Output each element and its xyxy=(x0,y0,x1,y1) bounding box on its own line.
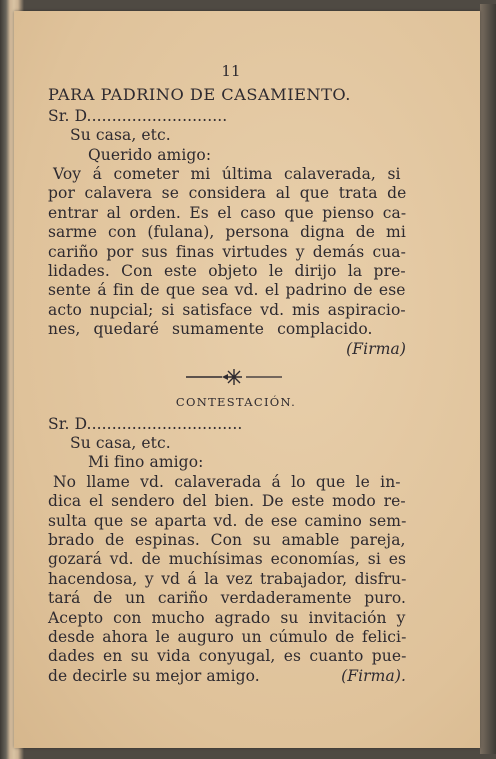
reply-line: Acepto con mucho agrado su invitación y xyxy=(48,608,406,627)
ornament-divider xyxy=(62,367,406,387)
letter-line: acto nupcial; si satisface vd. mis aspiracio- xyxy=(48,300,406,319)
reply-line: sulta que se aparta vd. de ese camino sem- xyxy=(48,511,407,530)
reply-line: desde ahora le auguro un cúmulo de felici- xyxy=(48,627,407,646)
reply-heading: CONTESTACIÓN. xyxy=(175,395,297,410)
letter-line: nes, quedaré sumamente complacido. xyxy=(48,320,373,339)
reply-line: brado de espinas. Con su amable pareja, xyxy=(48,530,406,549)
reply-greeting: Mi fino amigo: xyxy=(88,453,204,472)
page-title: PARA PADRINO DE CASAMIENTO. xyxy=(48,85,351,105)
reply-closing: de decirle su mejor amigo. xyxy=(48,666,260,685)
page-edge xyxy=(480,4,496,754)
letter-su-casa: Su casa, etc. xyxy=(70,126,171,145)
page-number: 11 xyxy=(221,62,241,80)
reply-line: gozará vd. de muchísimas economías, si es xyxy=(48,550,407,569)
letter-line: sente á fin de que sea vd. el padrino de ese xyxy=(48,281,406,300)
letter-line: entrar al orden. Es el caso que pienso ca- xyxy=(48,203,407,222)
reply-line: No llame vd. calaverada á lo que le in- xyxy=(53,472,401,491)
reply-su-casa: Su casa, etc. xyxy=(70,433,171,452)
letter-line: Voy á cometer mi última calaverada, si xyxy=(53,165,401,184)
letter-line: sarme con (fulana), persona digna de mi xyxy=(48,223,406,242)
letter-line: cariño por sus finas virtudes y demás cua- xyxy=(48,242,406,261)
letter-body xyxy=(48,165,406,340)
letter-salutation: Sr. D............................ xyxy=(48,106,228,125)
letter-line: lidades. Con este objeto le dirijo la pre- xyxy=(48,262,406,281)
reply-line: dica el sendero del bien. De este modo re- xyxy=(48,492,406,511)
reply-signature: (Firma). xyxy=(341,666,406,685)
page-text xyxy=(48,62,406,686)
reply-salutation: Sr. D............................... xyxy=(48,414,243,433)
letter-greeting: Querido amigo: xyxy=(88,145,212,164)
letter-line: por calavera se considera al que trata de xyxy=(48,184,407,203)
reply-line: tará de un cariño verdaderamente puro. xyxy=(48,589,407,608)
letter-signature: (Firma) xyxy=(346,339,406,358)
reply-body xyxy=(48,473,406,686)
ornament-icon xyxy=(184,367,284,387)
reply-line: hacendosa, y vd á la vez trabajador, disfru- xyxy=(48,569,407,588)
reply-last-line xyxy=(48,667,406,686)
reply-line: dades en su vida conyugal, es cuanto pue- xyxy=(48,647,407,666)
